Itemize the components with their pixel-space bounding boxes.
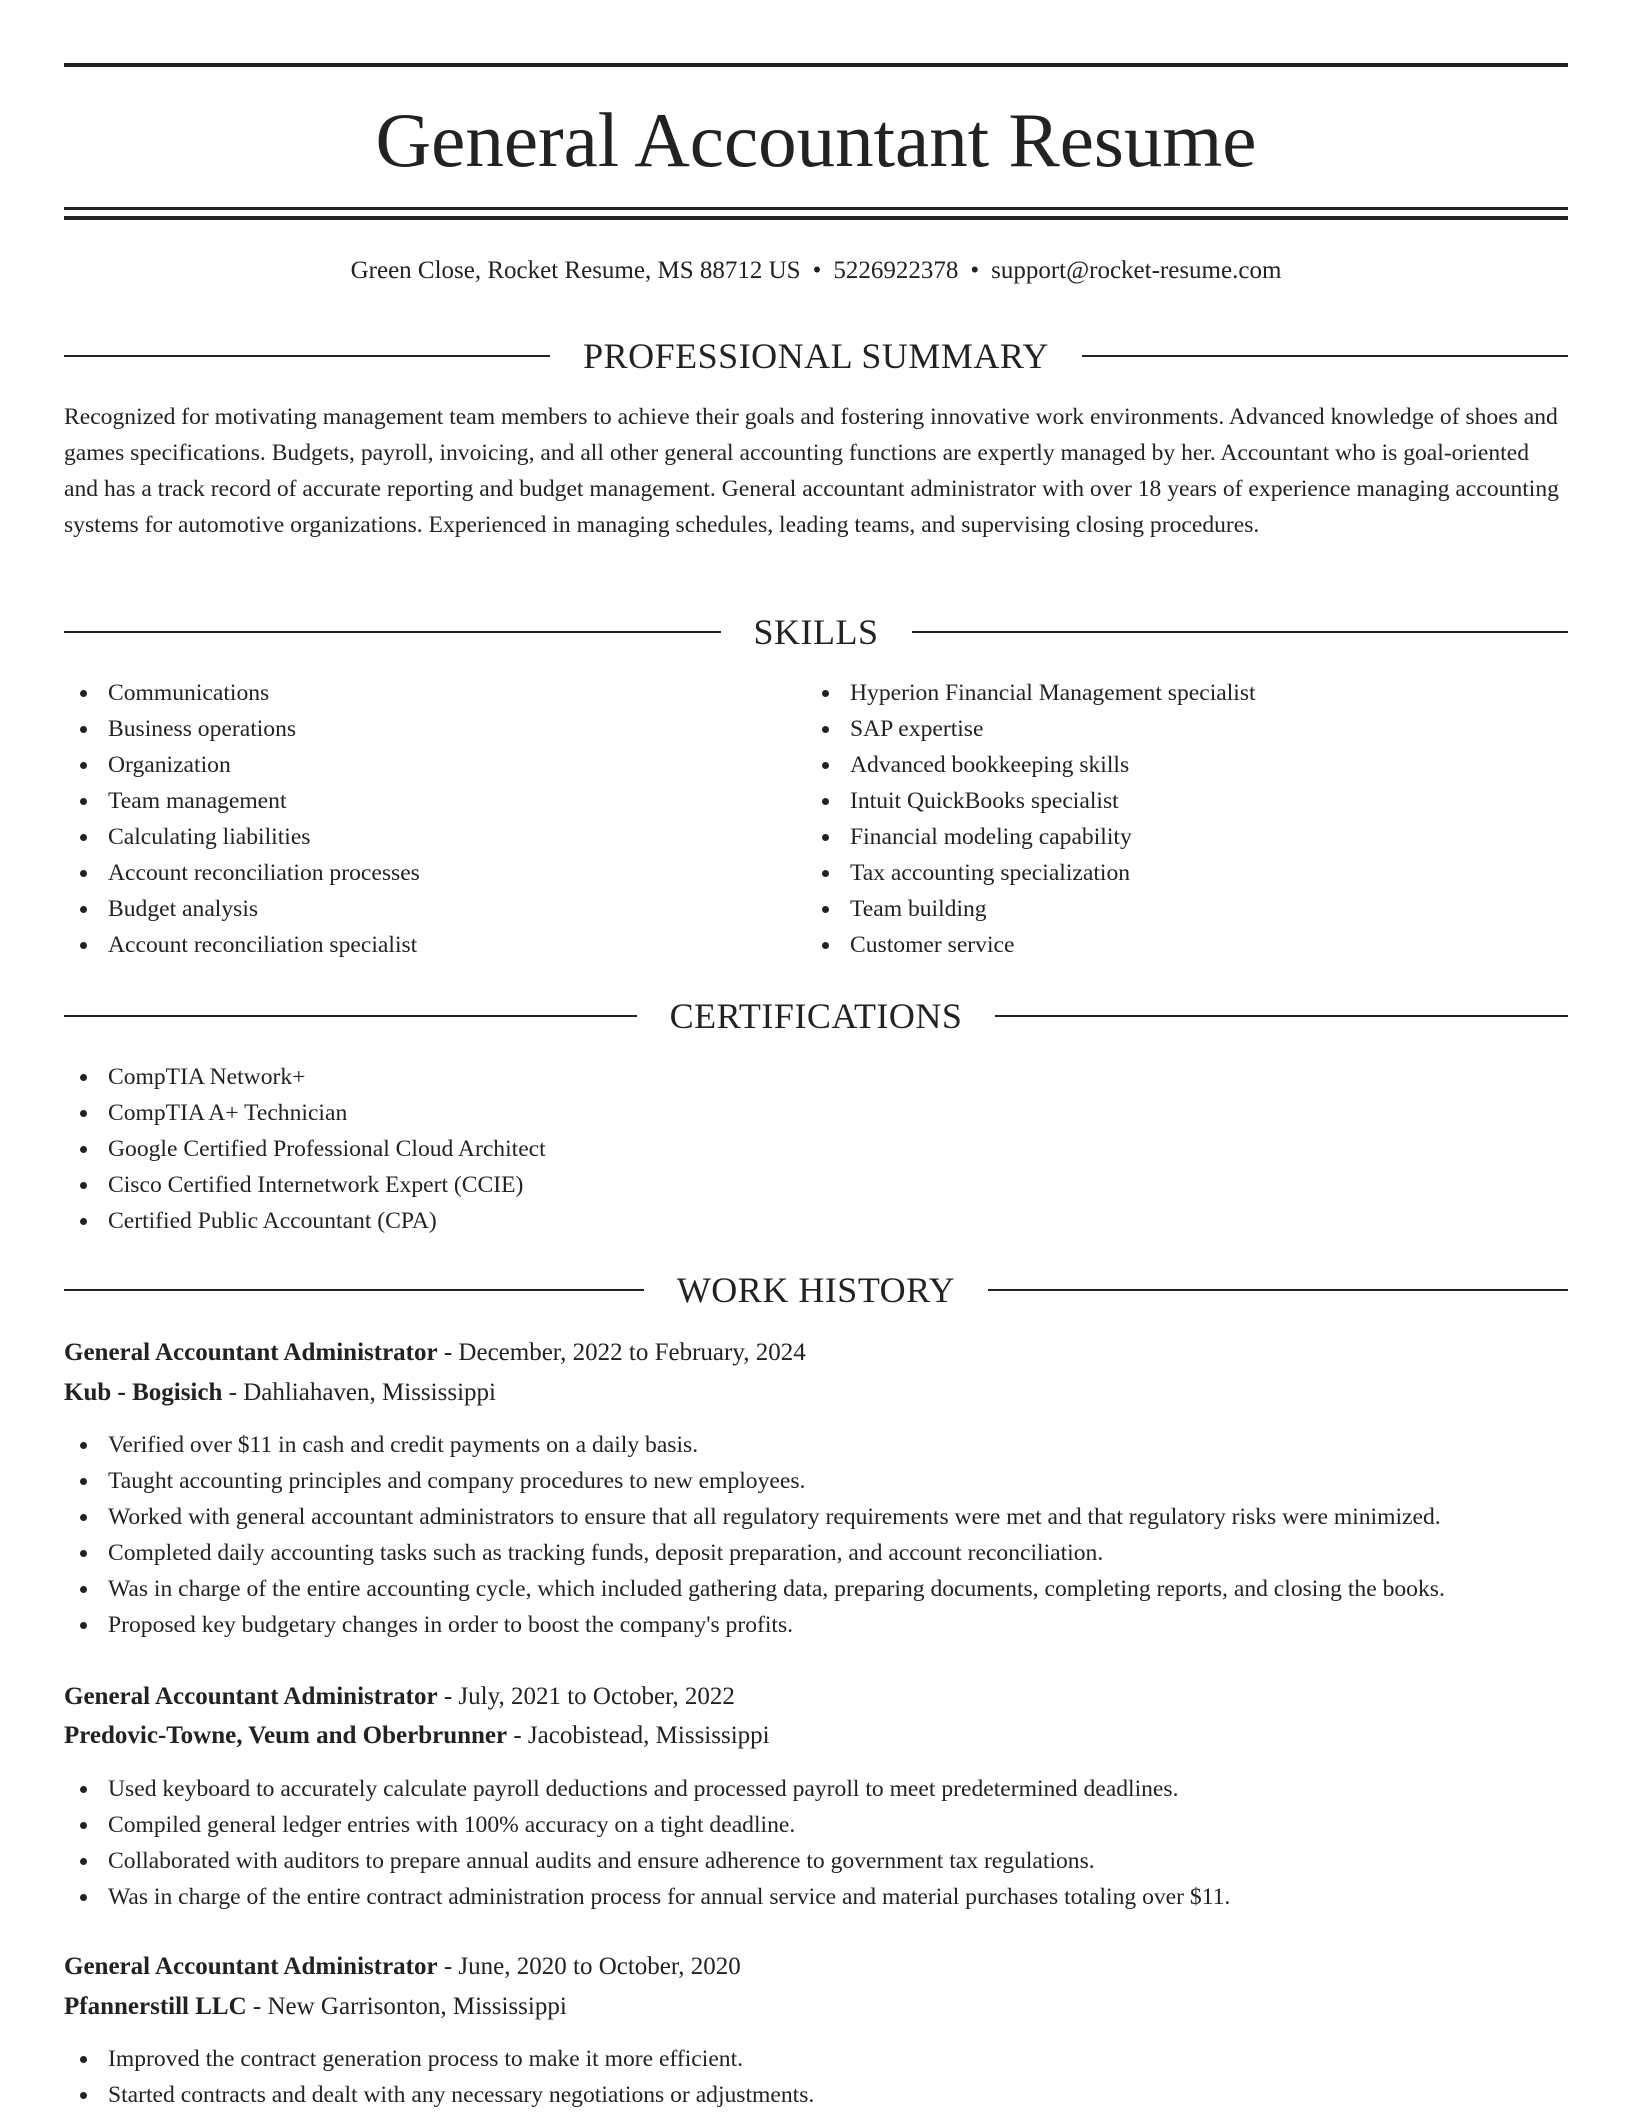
job-bullet: Compiled general ledger entries with 100% accuracy on a tight deadline. [64, 1807, 1568, 1843]
skills-list-right [806, 675, 1566, 963]
job-bullet: Was in charge of the entire contract administration process for annual service and material purchases totaling over $11. [64, 1879, 1568, 1915]
section-heading-skills [64, 610, 1568, 654]
job-company-line [64, 1990, 1568, 2024]
skill-item: Organization [64, 747, 804, 783]
skill-item: Communications [64, 675, 804, 711]
job-bullet: Collaborated with auditors to prepare annual audits and ensure adherence to government tax regulations. [64, 1843, 1568, 1879]
job-bullets [64, 2041, 1568, 2112]
job-title-line [64, 1336, 1568, 1370]
job-company-line [64, 1376, 1568, 1410]
section-rule [64, 355, 550, 357]
job-title: General Accountant Administrator [64, 1683, 438, 1710]
job-company-line [64, 1719, 1568, 1753]
job-title-line [64, 1950, 1568, 1984]
contact-separator: • [812, 257, 822, 284]
job-location: - New Garrisonton, Mississippi [246, 1993, 567, 2020]
skill-item: Account reconciliation specialist [64, 927, 804, 963]
job-bullets [64, 1771, 1568, 1915]
section-rule [995, 1015, 1568, 1017]
section-rule [64, 631, 721, 633]
job-title-line [64, 1680, 1568, 1714]
job-dates: - June, 2020 to October, 2020 [437, 1953, 741, 1980]
section-title: WORK HISTORY [676, 1270, 956, 1310]
certification-item: CompTIA A+ Technician [64, 1095, 1568, 1131]
section-title: CERTIFICATIONS [669, 996, 963, 1036]
job-dates: - July, 2021 to October, 2022 [437, 1683, 735, 1710]
job-bullet: Started contracts and dealt with any necessary negotiations or adjustments. [64, 2077, 1568, 2112]
skill-item: Intuit QuickBooks specialist [806, 783, 1566, 819]
job-bullet: Taught accounting principles and company procedures to new employees. [64, 1463, 1568, 1499]
contact-separator: • [970, 257, 980, 284]
job-dates: - December, 2022 to February, 2024 [437, 1339, 806, 1366]
page-title: General Accountant Resume [375, 97, 1257, 183]
skills-list-left [64, 675, 804, 963]
job-bullet: Proposed key budgetary changes in order to boost the company's profits. [64, 1607, 1568, 1643]
section-rule [1082, 355, 1568, 357]
header-bottom-rule-lower [64, 216, 1568, 220]
job-bullet: Used keyboard to accurately calculate payroll deductions and processed payroll to meet predetermined deadlines. [64, 1771, 1568, 1807]
header-top-rule [64, 63, 1568, 67]
job-bullet: Completed daily accounting tasks such as tracking funds, deposit preparation, and account reconciliation. [64, 1535, 1568, 1571]
contact-phone: 5226922378 [833, 257, 959, 284]
skill-item: Hyperion Financial Management specialist [806, 675, 1566, 711]
job-bullet: Verified over $11 in cash and credit payments on a daily basis. [64, 1427, 1568, 1463]
section-heading-certifications [64, 994, 1568, 1038]
skill-item: SAP expertise [806, 711, 1566, 747]
job-bullet: Improved the contract generation process to make it more efficient. [64, 2041, 1568, 2077]
section-rule [912, 631, 1569, 633]
skill-item: Business operations [64, 711, 804, 747]
skill-item: Budget analysis [64, 891, 804, 927]
job-title: General Accountant Administrator [64, 1953, 438, 1980]
contact-address: Green Close, Rocket Resume, MS 88712 US [350, 257, 801, 284]
certifications-list [64, 1059, 1568, 1239]
job-company: Kub - Bogisich [64, 1379, 223, 1406]
job-title: General Accountant Administrator [64, 1339, 438, 1366]
contact-email: support@rocket-resume.com [991, 257, 1282, 284]
contact-line [64, 254, 1568, 288]
job-bullets [64, 1427, 1568, 1643]
section-title: SKILLS [753, 612, 879, 652]
job-location: - Jacobistead, Mississippi [507, 1722, 770, 1749]
skill-item: Account reconciliation processes [64, 855, 804, 891]
section-rule [988, 1289, 1568, 1291]
section-heading-summary [64, 334, 1568, 378]
skill-item: Team building [806, 891, 1566, 927]
skill-item: Customer service [806, 927, 1566, 963]
section-rule [64, 1289, 644, 1291]
section-rule [64, 1015, 637, 1017]
certification-item: Google Certified Professional Cloud Architect [64, 1131, 1568, 1167]
section-title: PROFESSIONAL SUMMARY [583, 336, 1049, 376]
skill-item: Calculating liabilities [64, 819, 804, 855]
job-bullet: Was in charge of the entire accounting cycle, which included gathering data, preparing documents, completing reports, and closing the books. [64, 1571, 1568, 1607]
skill-item: Financial modeling capability [806, 819, 1566, 855]
certification-item: CompTIA Network+ [64, 1059, 1568, 1095]
certification-item: Cisco Certified Internetwork Expert (CCIE) [64, 1167, 1568, 1203]
job-company: Predovic-Towne, Veum and Oberbrunner [64, 1722, 508, 1749]
skill-item: Tax accounting specialization [806, 855, 1566, 891]
certification-item: Certified Public Accountant (CPA) [64, 1203, 1568, 1239]
section-heading-work-history [64, 1268, 1568, 1312]
header-bottom-rule-upper [64, 207, 1568, 210]
job-company: Pfannerstill LLC [64, 1993, 247, 2020]
summary-text: Recognized for motivating management team members to achieve their goals and fostering innovative work environments. Advanced knowledge of shoes and games specifications. Budgets, payroll, invoicing, and all other general accounting functions are expertly managed by her. Accountant who is goal-oriented and has a track record of accurate reporting and budget management. General accountant administrator with over 18 years of experience managing accounting systems for automotive organizations. Experienced in managing schedules, leading teams, and supervising closing procedures. [64, 404, 1559, 538]
skill-item: Advanced bookkeeping skills [806, 747, 1566, 783]
job-location: - Dahliahaven, Mississippi [222, 1379, 496, 1406]
skill-item: Team management [64, 783, 804, 819]
job-bullet: Worked with general accountant administrators to ensure that all regulatory requirements were met and that regulatory risks were minimized. [64, 1499, 1568, 1535]
